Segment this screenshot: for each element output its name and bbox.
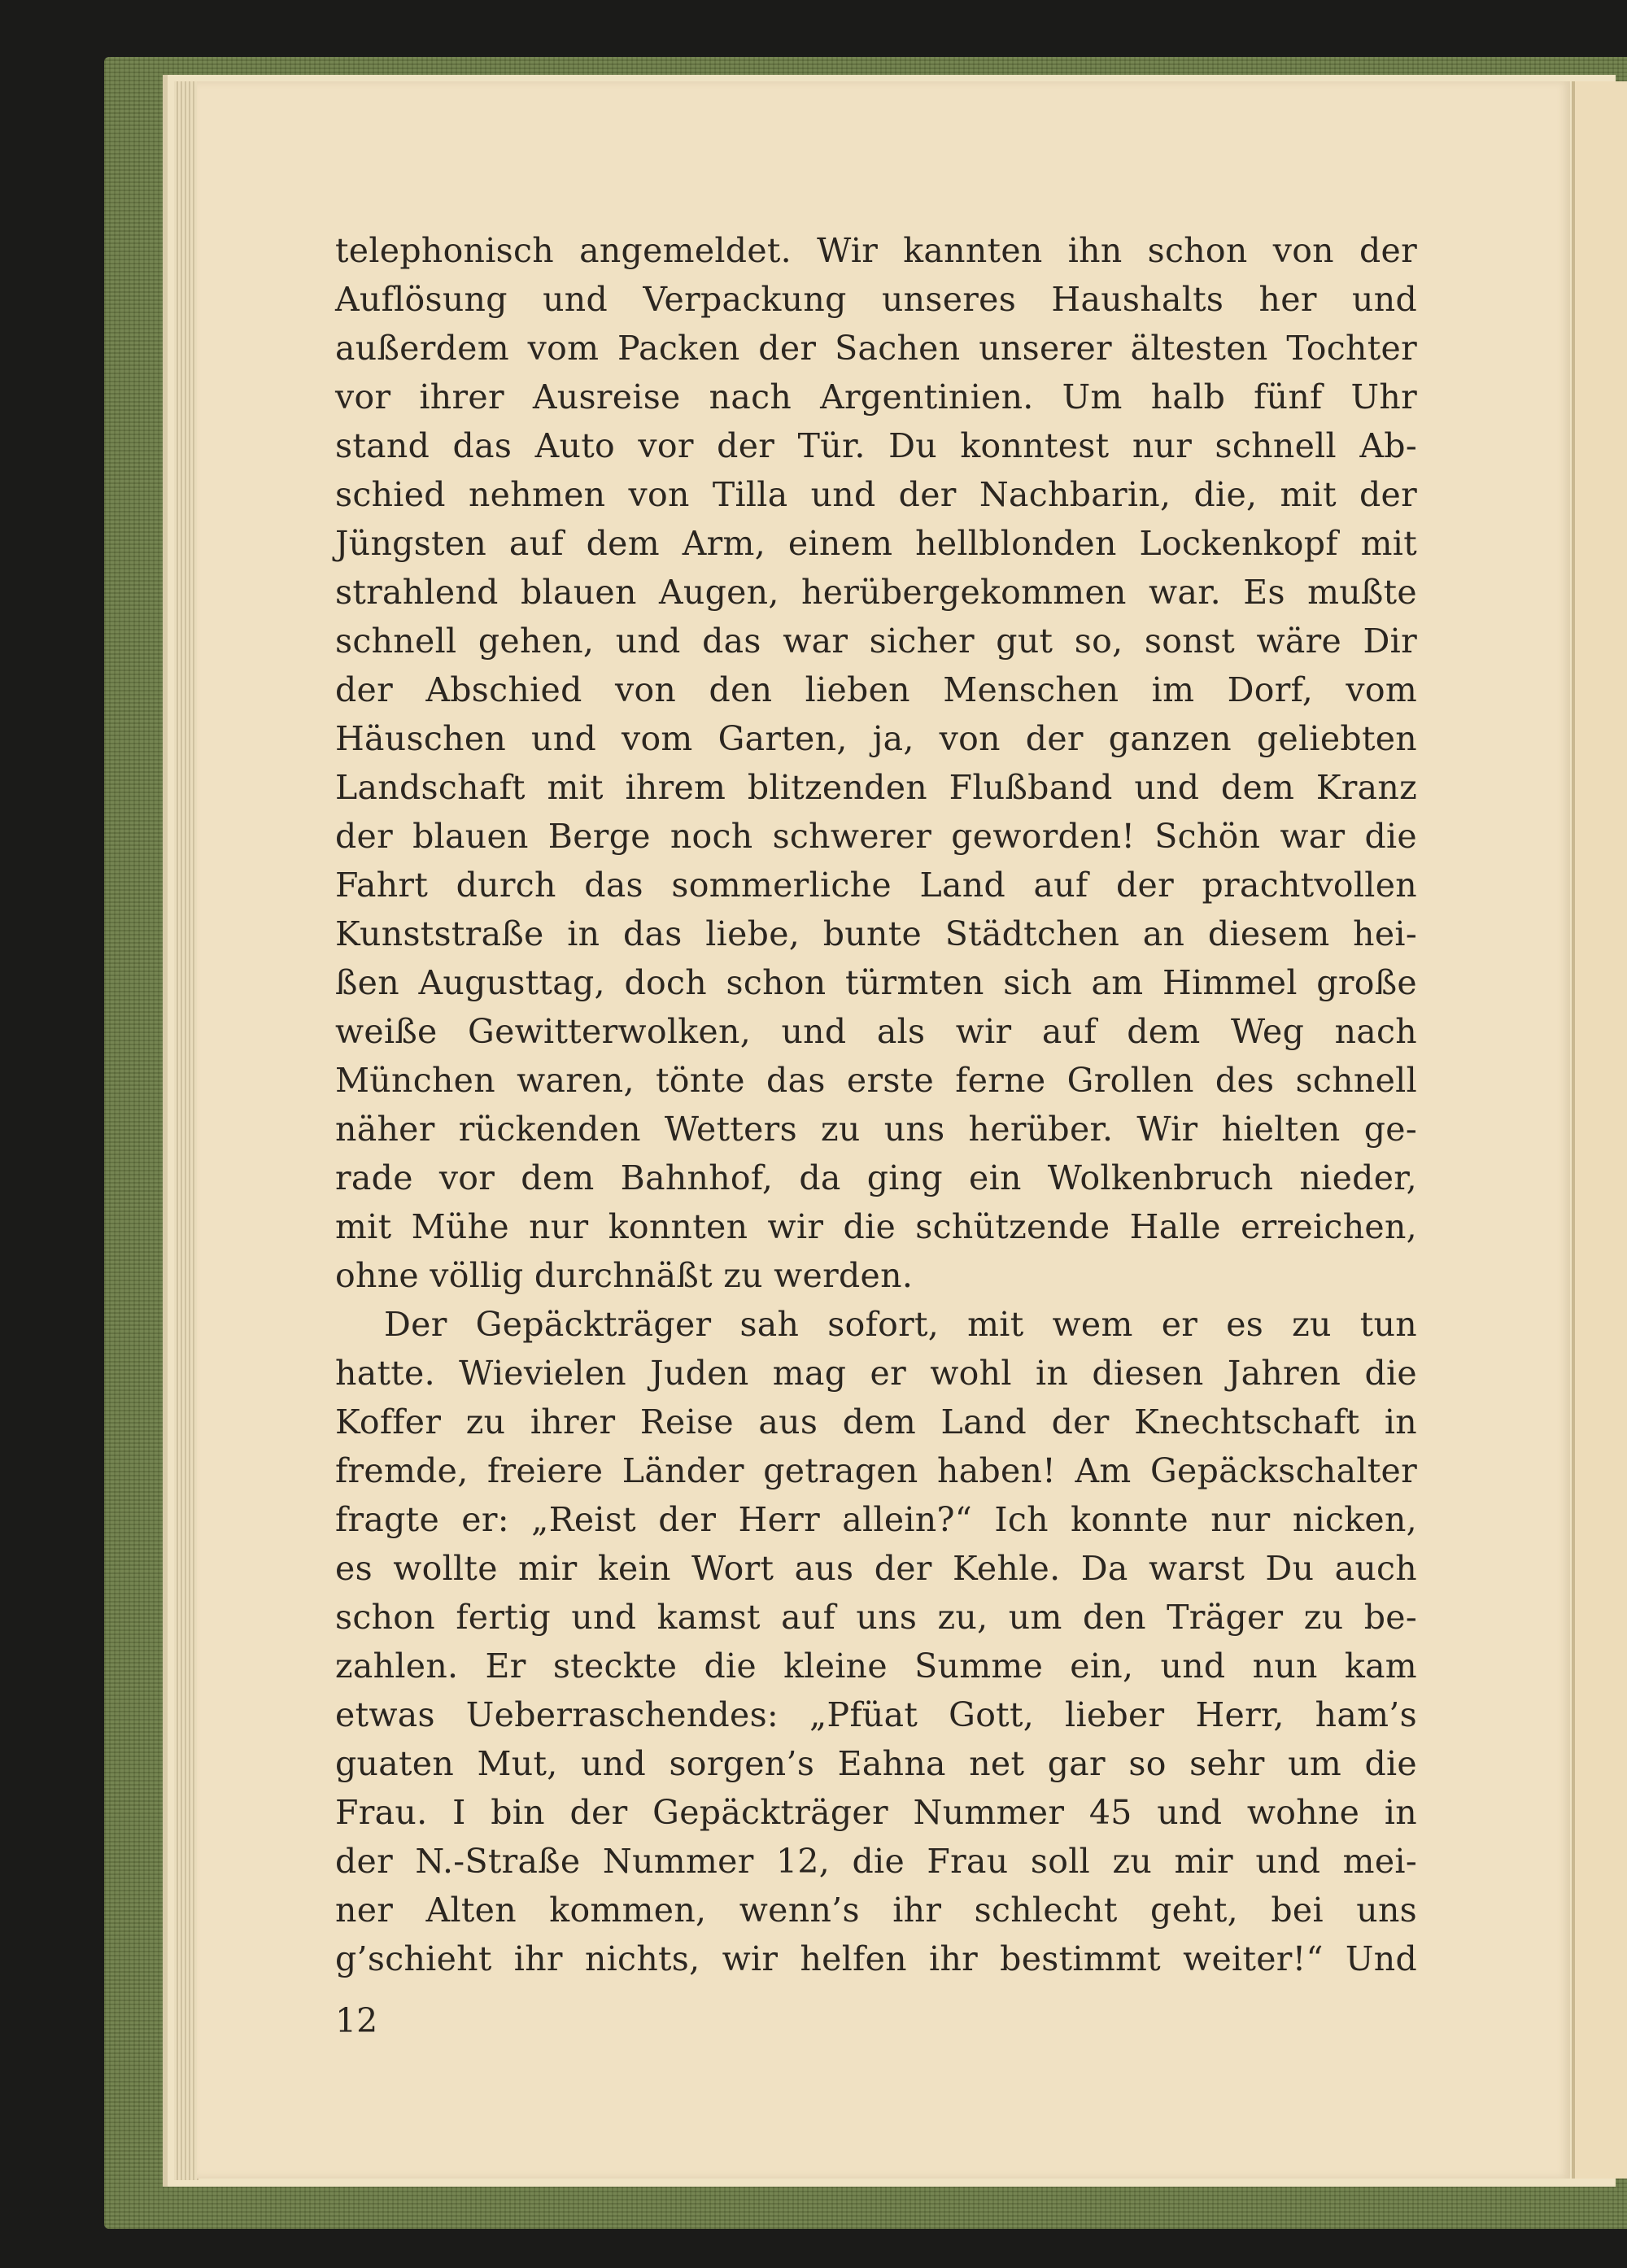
text-line: Fahrt durch das sommerliche Land auf der prachtvollen [335, 866, 1417, 905]
text-line: etwas Ueberraschendes: „Pfüat Gott, lieber Herr, ham’s [335, 1695, 1417, 1734]
text-line: Koffer zu ihrer Reise aus dem Land der Knechtschaft in [335, 1402, 1417, 1441]
text-line: schnell gehen, und das war sicher gut so, sonst wäre Dir [335, 622, 1417, 661]
text-line: vor ihrer Ausreise nach Argentinien. Um halb fünf Uhr [335, 377, 1417, 417]
text-line: Kunststraße in das liebe, bunte Städtchen an diesem hei- [335, 914, 1417, 953]
text-line: g’schieht ihr nichts, wir helfen ihr bestimmt weiter!“ Und [335, 1939, 1417, 1978]
text-line: weiße Gewitterwolken, und als wir auf dem Weg nach [335, 1012, 1417, 1051]
text-line-paragraph-start: Der Gepäckträger sah sofort, mit wem er es zu tun [384, 1305, 1417, 1344]
page-edges [174, 81, 198, 2180]
text-line: der blauen Berge noch schwerer geworden! Schön war die [335, 817, 1417, 856]
text-line: ßen Augusttag, doch schon türmten sich am Himmel große [335, 963, 1417, 1002]
text-line-paragraph-end: ohne völlig durchnäßt zu werden. [335, 1256, 914, 1295]
text-line: strahlend blauen Augen, herübergekommen war. Es mußte [335, 573, 1417, 612]
text-line: guaten Mut, und sorgen’s Eahna net gar so sehr um die [335, 1744, 1417, 1783]
text-line: fragte er: „Reist der Herr allein?“ Ich konnte nur nicken, [335, 1500, 1417, 1539]
page-number: 12 [335, 2001, 378, 2040]
text-line: außerdem vom Packen der Sachen unserer ältesten Tochter [335, 329, 1417, 368]
text-line: Landschaft mit ihrem blitzenden Flußband und dem Kranz [335, 768, 1417, 807]
text-line: telephonisch angemeldet. Wir kannten ihn schon von der [335, 231, 1417, 270]
right-page-edge [1572, 81, 1627, 2179]
text-line: näher rückenden Wetters zu uns herüber. Wir hielten ge- [335, 1110, 1417, 1149]
text-line: schied nehmen von Tilla und der Nachbarin, die, mit der [335, 475, 1417, 514]
text-line: es wollte mir kein Wort aus der Kehle. Da warst Du auch [335, 1549, 1417, 1588]
text-line: rade vor dem Bahnhof, da ging ein Wolkenbruch nieder, [335, 1158, 1417, 1197]
text-line: Frau. I bin der Gepäckträger Nummer 45 und wohne in [335, 1793, 1417, 1832]
text-line: der N.-Straße Nummer 12, die Frau soll zu mir und mei- [335, 1842, 1417, 1881]
text-line: schon fertig und kamst auf uns zu, um den Träger zu be- [335, 1598, 1417, 1637]
text-line: Häuschen und vom Garten, ja, von der ganzen geliebten [335, 719, 1417, 758]
text-line: München waren, tönte das erste ferne Grollen des schnell [335, 1061, 1417, 1100]
text-line: mit Mühe nur konnten wir die schützende Halle erreichen, [335, 1207, 1417, 1246]
text-line: hatte. Wievielen Juden mag er wohl in diesen Jahren die [335, 1354, 1417, 1393]
text-line: stand das Auto vor der Tür. Du konntest nur schnell Ab- [335, 426, 1417, 465]
text-line: fremde, freiere Länder getragen haben! Am Gepäckschalter [335, 1451, 1417, 1490]
text-line: Auflösung und Verpackung unseres Haushalts her und [335, 280, 1417, 319]
body-text [335, 226, 1417, 1983]
text-line: der Abschied von den lieben Menschen im Dorf, vom [335, 670, 1417, 709]
text-line: zahlen. Er steckte die kleine Summe ein, und nun kam [335, 1646, 1417, 1686]
text-line: Jüngsten auf dem Arm, einem hellblonden Lockenkopf mit [335, 524, 1417, 563]
text-line: ner Alten kommen, wenn’s ihr schlecht geht, bei uns [335, 1891, 1417, 1930]
